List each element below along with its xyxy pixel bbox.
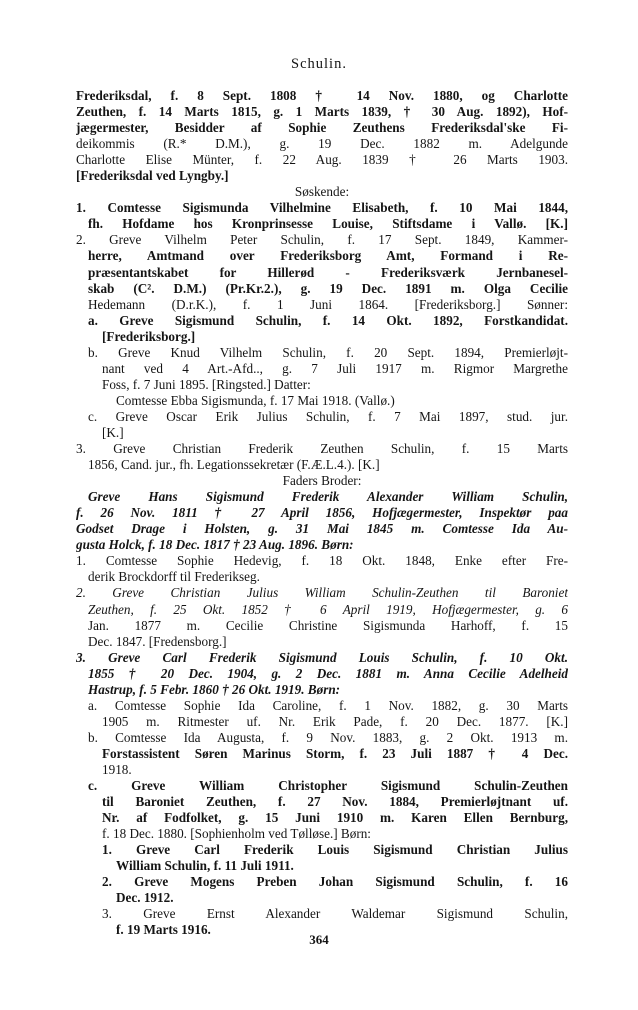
text-line: Frederiksdal, f. 8 Sept. 1808 † 14 Nov. 1880, og Charlotte bbox=[76, 88, 568, 103]
text-line: skab (C². D.M.) (Pr.Kr.2.), g. 19 Dec. 1891 m. Olga Cecilie bbox=[88, 280, 568, 296]
text-line: nant ved 4 Art.-Afd.., g. 7 Juli 1917 m. Rigmor Margrethe bbox=[102, 360, 568, 376]
text-line: 2. Greve Vilhelm Peter Schulin, f. 17 Sept. 1849, Kammer- bbox=[76, 232, 568, 248]
text-line: Dec. 1847. [Fredensborg.] bbox=[88, 633, 227, 649]
text-line: 2. Greve Mogens Preben Johan Sigismund Schulin, f. 16 bbox=[102, 874, 568, 890]
text-line: 3. Greve Carl Frederik Sigismund Louis Schulin, f. 10 Okt. bbox=[76, 649, 568, 665]
text-line: 1856, Cand. jur., fh. Legationssekretær (F.Æ.L.4.). [K.] bbox=[88, 457, 380, 473]
text-line: Hedemann (D.r.K.), f. 1 Juni 1864. [Frederiksborg.] Sønner: bbox=[88, 296, 568, 312]
text-line: a. Greve Sigismund Schulin, f. 14 Okt. 1892, Forstkandidat. bbox=[88, 312, 568, 328]
text-line: f. 26 Nov. 1811 † 27 April 1856, Hofjægermester, Inspektør paa bbox=[76, 505, 568, 521]
text-line: Greve Hans Sigismund Frederik Alexander William Schulin, bbox=[88, 489, 568, 505]
genealogy-text bbox=[76, 88, 568, 938]
text-line: herre, Amtmand over Frederiksborg Amt, Formand i Re- bbox=[88, 248, 568, 264]
text-line: gusta Holck, f. 18 Dec. 1817 † 23 Aug. 1896. Børn: bbox=[76, 537, 354, 553]
text-line: Forstassistent Søren Marinus Storm, f. 23 Juli 1887 † 4 Dec. bbox=[102, 745, 568, 761]
text-line: Zeuthen, f. 14 Marts 1815, g. 1 Marts 1839, † 30 Aug. 1892), Hof- bbox=[76, 104, 568, 120]
text-line: Nr. af Fodfolket, g. 15 Juni 1910 m. Karen Ellen Bernburg, bbox=[102, 810, 568, 826]
text-line: Dec. 1912. bbox=[116, 890, 174, 906]
text-line: b. Greve Knud Vilhelm Schulin, f. 20 Sept. 1894, Premierløjt- bbox=[88, 344, 568, 360]
text-line: jægermester, Besidder af Sophie Zeuthens Frederiksdal'ske Fi- bbox=[76, 120, 568, 136]
text-line: 3. Greve Ernst Alexander Waldemar Sigismund Schulin, bbox=[102, 906, 568, 922]
text-line: til Baroniet Zeuthen, f. 27 Nov. 1884, Premierløjtnant uf. bbox=[102, 794, 568, 810]
text-line: deikommis (R.* D.M.), g. 19 Dec. 1882 m. Adelgunde bbox=[76, 136, 568, 152]
text-line: fh. Hofdame hos Kronprinsesse Louise, Stiftsdame i Vallø. [K.] bbox=[88, 216, 568, 232]
text-line: William Schulin, f. 11 Juli 1911. bbox=[116, 858, 294, 874]
text-line: 2. Greve Christian Julius William Schulin-Zeuthen til Baroniet bbox=[76, 585, 568, 601]
text-line: f. 19 Marts 1916. bbox=[116, 922, 211, 938]
text-line: Jan. 1877 m. Cecilie Christine Sigismunda Harhoff, f. 15 bbox=[88, 617, 568, 633]
text-line: Hastrup, f. 5 Febr. 1860 † 26 Okt. 1919. Børn: bbox=[88, 681, 341, 697]
text-line: Godset Drage i Holsten, g. 31 Mai 1845 m. Comtesse Ida Au- bbox=[76, 521, 568, 537]
text-line: Foss, f. 7 Juni 1895. [Ringsted.] Datter: bbox=[102, 376, 311, 392]
text-line: Comtesse Ebba Sigismunda, f. 17 Mai 1918. (Vallø.) bbox=[116, 392, 395, 408]
text-line: 1. Comtesse Sigismunda Vilhelmine Elisabeth, f. 10 Mai 1844, bbox=[76, 200, 568, 216]
text-line: [K.] bbox=[102, 424, 124, 440]
text-line: derik Brockdorff til Frederikseg. bbox=[88, 569, 260, 585]
page-number: 364 bbox=[309, 932, 329, 947]
text-line: b. Comtesse Ida Augusta, f. 9 Nov. 1883, g. 2 Okt. 1913 m. bbox=[88, 729, 568, 745]
text-line: a. Comtesse Sophie Ida Caroline, f. 1 Nov. 1882, g. 30 Marts bbox=[88, 697, 568, 713]
text-line: 1905 m. Ritmester uf. Nr. Erik Pade, f. 20 Dec. 1877. [K.] bbox=[102, 713, 568, 729]
text-line: 3. Greve Christian Frederik Zeuthen Schulin, f. 15 Marts bbox=[76, 441, 568, 457]
text-line: 1. Greve Carl Frederik Louis Sigismund Christian Julius bbox=[102, 842, 568, 858]
text-line: Zeuthen, f. 25 Okt. 1852 † 6 April 1919, Hofjægermester, g. 6 bbox=[88, 601, 568, 617]
text-line: f. 18 Dec. 1880. [Sophienholm ved Tølløse.] Børn: bbox=[102, 826, 371, 842]
text-line: 1. Comtesse Sophie Hedevig, f. 18 Okt. 1848, Enke efter Fre- bbox=[76, 553, 568, 569]
text-line: Faders Broder: bbox=[282, 473, 362, 489]
text-line: Søskende: bbox=[294, 184, 350, 200]
page-header: Schulin. bbox=[291, 56, 347, 72]
text-line: 1918. bbox=[102, 761, 132, 777]
text-line: [Frederiksdal ved Lyngby.] bbox=[76, 168, 229, 184]
text-line: præsentantskabet for Hillerød - Frederiksværk Jernbanesel- bbox=[88, 264, 568, 280]
text-line: c. Greve William Christopher Sigismund Schulin-Zeuthen bbox=[88, 778, 568, 794]
text-line: c. Greve Oscar Erik Julius Schulin, f. 7 Mai 1897, stud. jur. bbox=[88, 408, 568, 424]
text-line: 1855 † 20 Dec. 1904, g. 2 Dec. 1881 m. Anna Cecilie Adelheid bbox=[88, 665, 568, 681]
text-line: Charlotte Elise Münter, f. 22 Aug. 1839 † 26 Marts 1903. bbox=[76, 152, 568, 168]
text-line: [Frederiksborg.] bbox=[102, 328, 196, 344]
